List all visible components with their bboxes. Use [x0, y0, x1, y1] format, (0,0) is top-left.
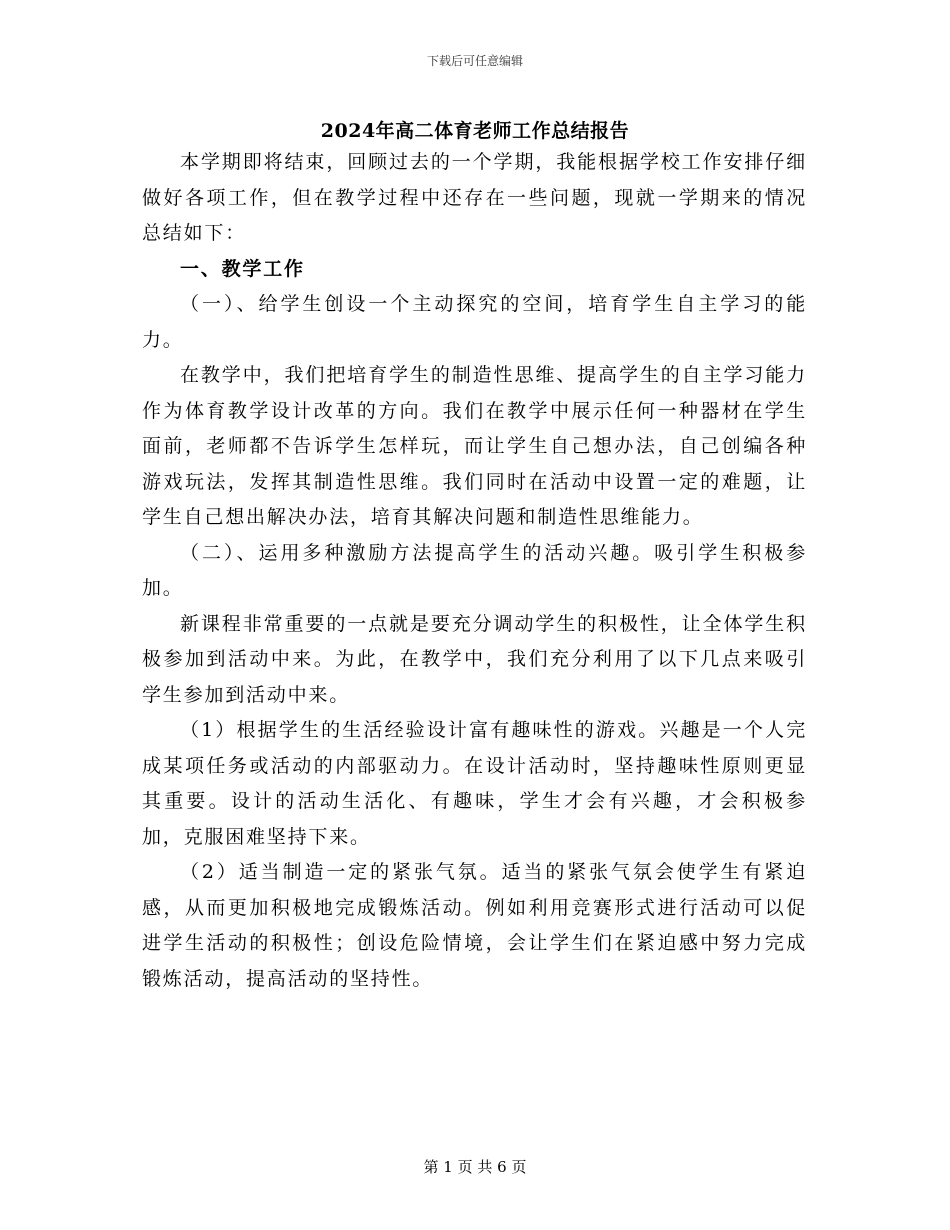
- document-title: 2024年高二体育老师工作总结报告: [320, 120, 630, 142]
- point-1-paragraph: （1）根据学生的生活经验设计富有趣味性的游戏。兴趣是一个人完成某项任务或活动的内部驱动力。在设计活动时，坚持趣味性原则更显其重要。设计的活动生活化、有趣味，学生才会有兴趣，才会积极参加，克服困难坚持下来。: [142, 719, 807, 848]
- document-body: [142, 145, 807, 997]
- section-heading-teaching: 一、教学工作: [180, 257, 305, 280]
- page-header-note: 下载后可任意编辑: [426, 54, 523, 68]
- intro-paragraph: 本学期即将结束，回顾过去的一个学期，我能根据学校工作安排仔细做好各项工作，但在教学过程中还存在一些问题，现就一学期来的情况总结如下：: [142, 151, 807, 244]
- subsection-1-body: 在教学中，我们把培育学生的制造性思维、提高学生的自主学习能力作为体育教学设计改革的方向。我们在教学中展示任何一种器材在学生面前，老师都不告诉学生怎样玩，而让学生自己想办法，自己创编各种游戏玩法，发挥其制造性思维。我们同时在活动中设置一定的难题，让学生自己想出解决办法，培育其解决问题和制造性思维能力。: [142, 364, 807, 528]
- point-2-paragraph: （2）适当制造一定的紧张气氛。适当的紧张气氛会使学生有紧迫感，从而更加积极地完成锻炼活动。例如利用竞赛形式进行活动可以促进学生活动的积极性；创设危险情境，会让学生们在紧迫感中努力完成锻炼活动，提高活动的坚持性。: [142, 861, 807, 990]
- page-number: 第 1 页 共 6 页: [423, 1158, 527, 1176]
- subsection-2-body: 新课程非常重要的一点就是要充分调动学生的积极性，让全体学生积极参加到活动中来。为此，在教学中，我们充分利用了以下几点来吸引学生参加到活动中来。: [142, 612, 807, 706]
- subsection-2-title: （二）、运用多种激励方法提高学生的活动兴趣。吸引学生积极参加。: [142, 541, 807, 599]
- subsection-1-title: （一）、给学生创设一个主动探究的空间，培育学生自主学习的能力。: [142, 293, 807, 351]
